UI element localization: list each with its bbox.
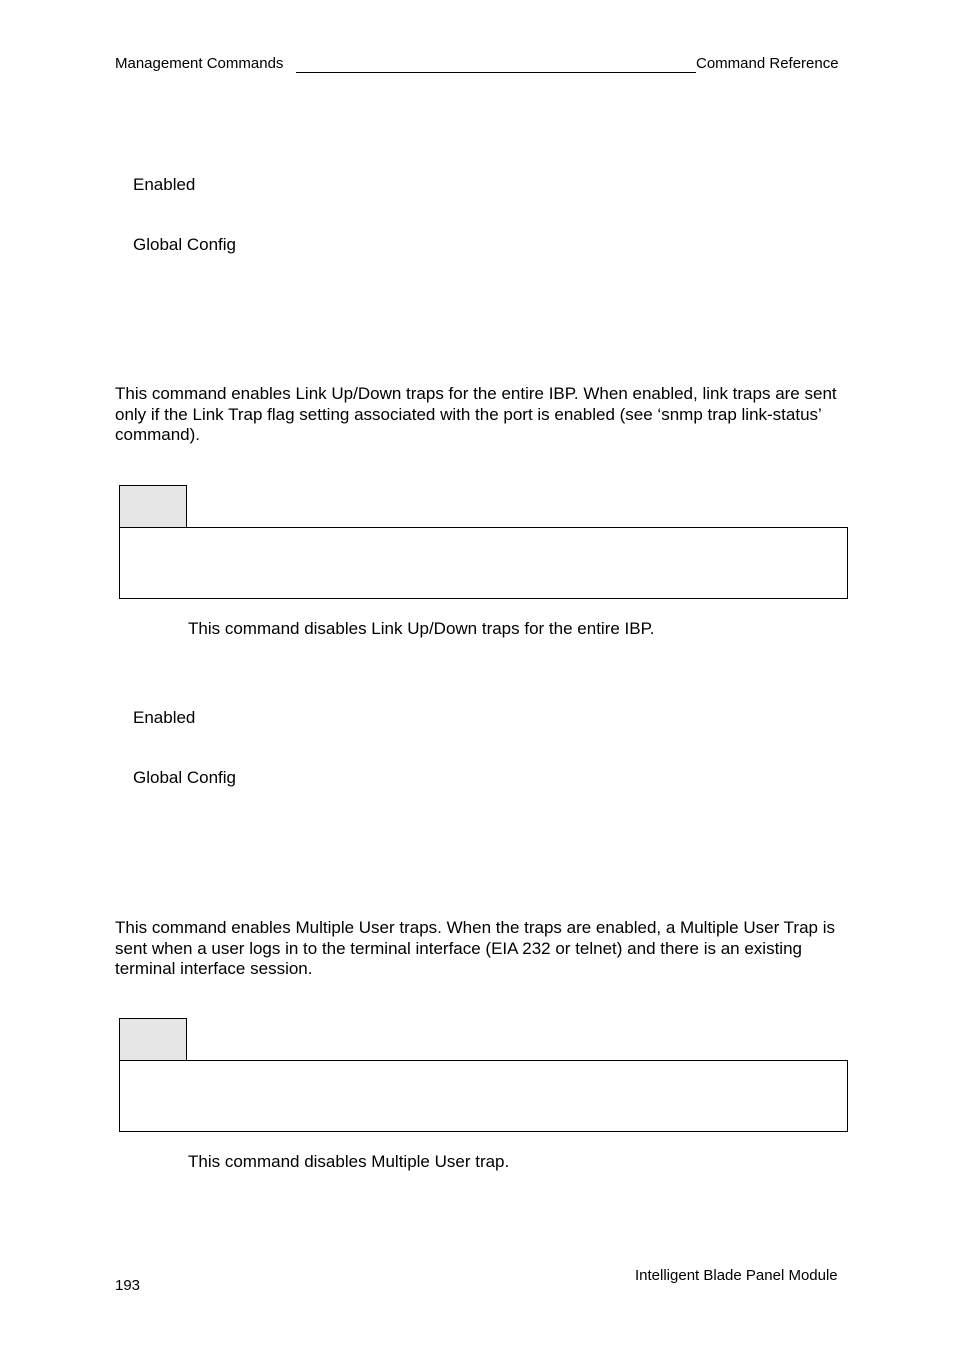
no-form-description: This command disables Multiple User trap.	[188, 1152, 510, 1171]
default-value: Enabled	[133, 708, 196, 727]
format-tab	[119, 1018, 187, 1060]
header-rule	[296, 72, 696, 73]
format-tab	[119, 485, 187, 527]
header-section-title: Management Commands	[115, 55, 284, 72]
default-value: Enabled	[133, 175, 196, 194]
command-description: This command enables Multiple User traps. When the traps are enabled, a Multiple User Trap is sent when a user logs in to the terminal interface (EIA 232 or telnet) and there is an existing terminal interface session.	[115, 918, 835, 978]
format-box	[119, 1060, 848, 1132]
header-chapter-title: Command Reference	[696, 55, 839, 72]
format-box	[119, 527, 848, 599]
command-mode: Global Config	[133, 768, 237, 787]
command-mode: Global Config	[133, 235, 237, 254]
command-description: This command enables Link Up/Down traps for the entire IBP. When enabled, link traps are sent only if the Link Trap flag setting associated with the port is enabled (see ‘snmp trap link-status’ command).	[115, 384, 837, 444]
no-form-description: This command disables Link Up/Down traps for the entire IBP.	[188, 619, 655, 638]
footer-product-name: Intelligent Blade Panel Module	[635, 1267, 838, 1284]
page-number: 193	[115, 1277, 141, 1294]
